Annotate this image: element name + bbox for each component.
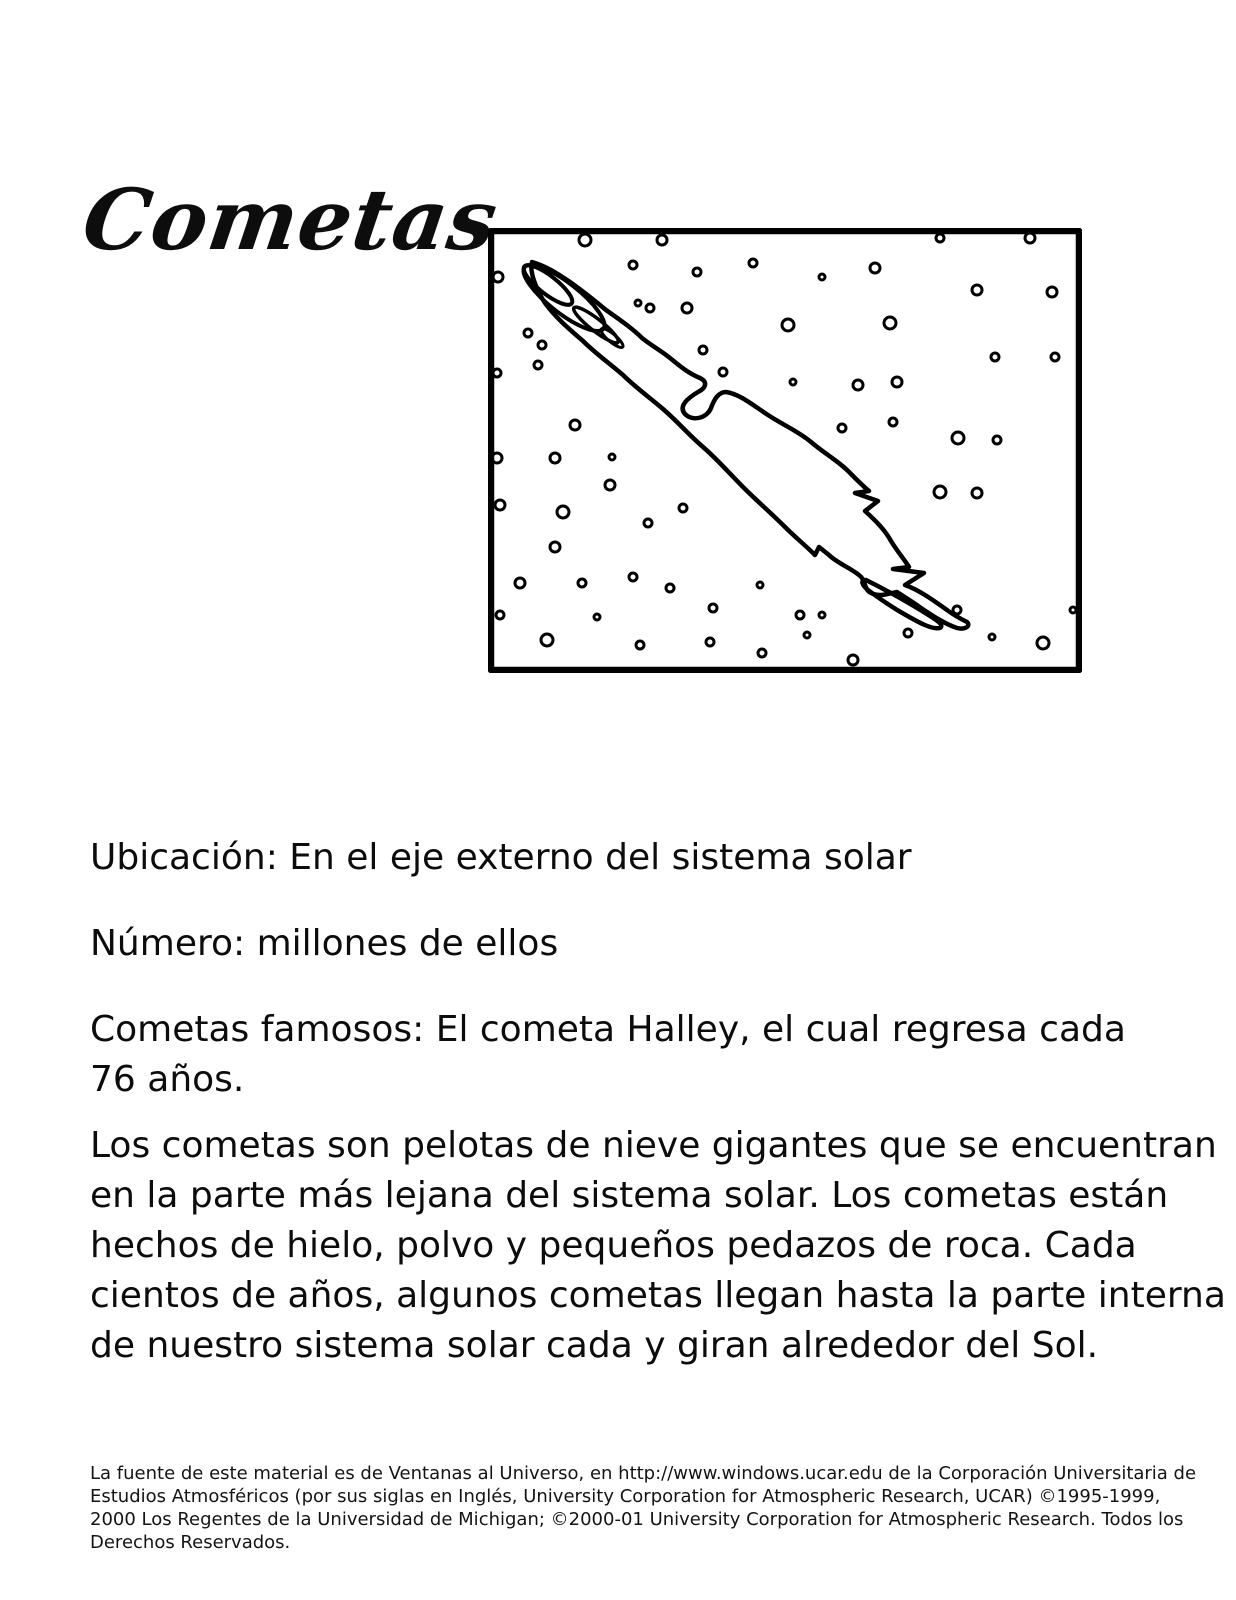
comet-illustration [488, 228, 1082, 673]
body-line: cientos de años, algunos cometas llegan hasta la parte interna [90, 1275, 1226, 1316]
star-dot [819, 274, 825, 280]
star-dot [515, 578, 525, 588]
star-dot [1047, 287, 1057, 297]
fact-numero-text: Número: millones de ellos [90, 923, 559, 964]
fact-famosos-line2: 76 años. [90, 1059, 245, 1100]
star-dot [790, 379, 796, 385]
fact-ubicacion-text: Ubicación: En el eje externo del sistema solar [90, 837, 912, 878]
page-title: Cometas [77, 170, 504, 270]
star-dot [579, 234, 591, 246]
star-dot [666, 584, 674, 592]
star-dot [496, 611, 504, 619]
star-dot [709, 604, 717, 612]
star-dot [838, 424, 846, 432]
star-dot [492, 453, 502, 463]
star-dot [693, 268, 701, 276]
star-dot [952, 432, 964, 444]
star-dot [853, 380, 863, 390]
comet-tail-slash [862, 580, 941, 628]
star-dot [884, 317, 896, 329]
body-line: en la parte más lejana del sistema solar. Los cometas están [90, 1175, 1169, 1216]
star-dot [644, 519, 652, 527]
star-dot [534, 361, 542, 369]
star-dot [991, 353, 999, 361]
star-dot [578, 579, 586, 587]
body-paragraph [90, 1121, 1226, 1371]
body-line: de nuestro sistema solar cada y giran alrededor del Sol. [90, 1325, 1099, 1366]
star-dot [782, 319, 794, 331]
source-attribution [90, 1462, 1200, 1554]
star-dot [594, 614, 600, 620]
illustration-frame [491, 231, 1079, 670]
star-dot [629, 573, 637, 581]
star-dot [635, 300, 641, 306]
star-dot [934, 486, 946, 498]
star-dot [936, 234, 944, 242]
star-dot [889, 418, 897, 426]
star-dot [570, 420, 580, 430]
star-dot [682, 303, 692, 313]
star-dot [629, 261, 637, 269]
star-dot [757, 582, 763, 588]
star-dot [870, 263, 880, 273]
star-dot [848, 655, 858, 665]
star-dot [1051, 353, 1059, 361]
star-dot [972, 488, 982, 498]
star-field [492, 233, 1076, 665]
star-dot [804, 632, 810, 638]
star-dot [699, 346, 707, 354]
fact-list [90, 815, 1170, 1141]
star-dot [972, 285, 982, 295]
star-dot [550, 542, 560, 552]
attribution-line: Estudios Atmosféricos (por sus siglas en Inglés, University Corporation for Atmospheric Research, UCAR) ©1995-1999, [90, 1486, 1161, 1507]
star-dot [493, 272, 503, 282]
star-dot [892, 377, 902, 387]
star-dot [1037, 637, 1049, 649]
star-dot [758, 649, 766, 657]
star-dot [819, 612, 825, 618]
star-dot [605, 480, 615, 490]
star-dot [719, 368, 727, 376]
star-dot [538, 341, 546, 349]
star-dot [993, 436, 1001, 444]
star-dot [1025, 233, 1035, 243]
body-line: Los cometas son pelotas de nieve gigantes que se encuentran [90, 1125, 1217, 1166]
attribution-line: La fuente de este material es de Ventanas al Universo, en http://www.windows.ucar.edu de la Corporación Universitaria de [90, 1463, 1197, 1484]
star-dot [904, 629, 912, 637]
star-dot [495, 500, 505, 510]
star-dot [1070, 607, 1076, 613]
star-dot [609, 454, 615, 460]
attribution-line: Derechos Reservados. [90, 1532, 291, 1553]
star-dot [679, 504, 687, 512]
star-dot [636, 641, 644, 649]
star-dot [749, 259, 757, 267]
star-dot [796, 611, 804, 619]
star-dot [524, 329, 532, 337]
star-dot [989, 634, 995, 640]
fact-famosos-line1: Cometas famosos: El cometa Halley, el cual regresa cada [90, 1009, 1126, 1050]
star-dot [657, 235, 667, 245]
star-dot [550, 453, 560, 463]
body-line: hechos de hielo, polvo y pequeños pedazos de roca. Cada [90, 1225, 1137, 1266]
star-dot [706, 638, 714, 646]
attribution-line: 2000 Los Regentes de la Universidad de Michigan; ©2000-01 University Corporation for Atmospheric Research. Todos los [90, 1509, 1184, 1530]
star-dot [646, 304, 654, 312]
star-dot [557, 506, 569, 518]
star-dot [493, 369, 501, 377]
star-dot [541, 634, 553, 646]
